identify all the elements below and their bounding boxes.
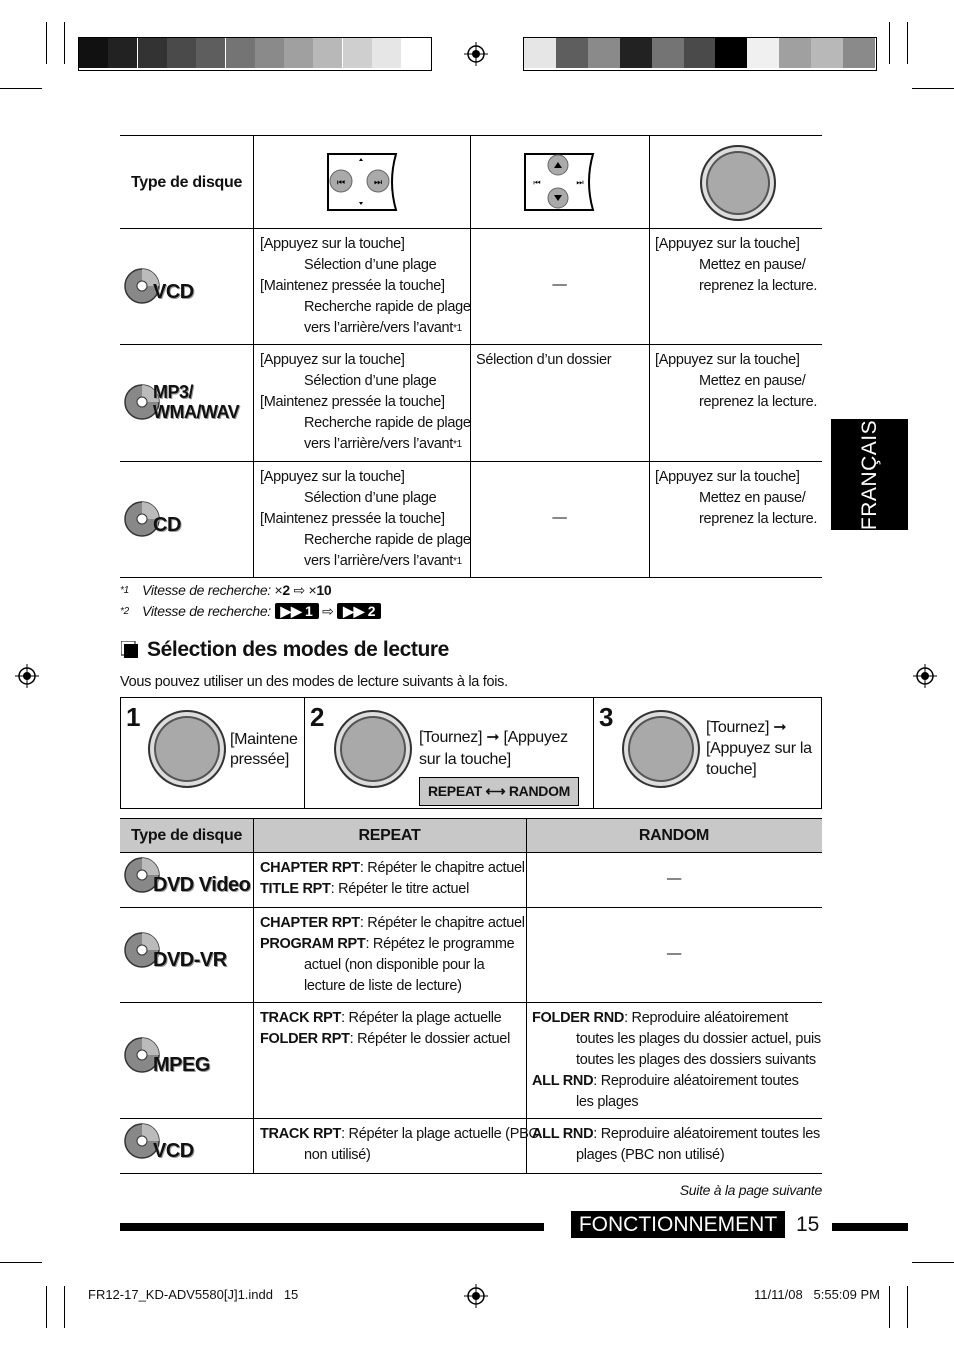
crop-mark [0,1262,42,1263]
step-number: 1 [126,702,141,732]
folder-control-text: — [552,510,567,526]
crop-mark [889,22,890,64]
svg-text:⏮: ⏮ [336,178,346,188]
pause-control-text: [Appuyez sur la touche] Mettez en pause/ reprenez la lecture. [655,469,818,527]
color-swatch [652,38,684,68]
color-swatch [843,38,875,68]
disc-type-label: MPEG [153,1054,210,1076]
track-controls-text: [Appuyez sur la touche] Sélection d’une plage [Maintenez pressée la touche] Recherche rapide de plage vers l’arrière/vers l’avant$^{*1}$ [260,469,471,569]
registration-mark-right [913,664,937,688]
color-swatch [284,38,313,68]
registration-mark-left [15,664,39,688]
section-square-icon [121,641,137,657]
crop-mark [889,1286,890,1328]
random-modes-text: — [666,945,682,962]
step-3-text: [Tournez] ➞ [Appuyez sur la touche] [706,719,812,778]
track-controls-text: [Appuyez sur la touche] Sélection d’une plage [Maintenez pressée la touche] Recherche rapide de plage vers l’arrière/vers l’avant$^{*1}$ [260,352,471,452]
crop-mark [64,1286,65,1328]
color-swatch [79,38,108,68]
footer-rule-left [120,1223,544,1231]
folder-control-text: Sélection d’un dossier [476,352,612,368]
repeat-modes-text: TRACK RPT: Répéter la plage actuelle (PBC non utilisé) [260,1126,539,1163]
color-swatch [779,38,811,68]
disc-type-label: MP3/ WMA/WAV [153,382,240,422]
color-swatch [313,38,342,68]
footer-rule-right [832,1223,908,1231]
step-2-text: [Tournez] ➞ [Appuyez sur la touche] [419,729,568,768]
color-swatch [255,38,284,68]
color-swatch [226,38,255,68]
mode-header-repeat: REPEAT [358,827,421,844]
svg-text:⏭: ⏭ [576,178,584,187]
mode-header-disc: Type de disque [131,827,243,844]
color-swatch [401,38,430,68]
folder-control-text: — [552,277,567,293]
section-intro: Vous pouvez utiliser un des modes de lecture suivants à la fois. [120,674,508,690]
footer-section-label: FONCTIONNEMENT [571,1211,785,1238]
disc-type-label: DVD Video [153,873,251,896]
repeat-random-badge: REPEAT ⟷ RANDOM [419,777,579,806]
disc-type-label: VCD [153,281,194,303]
color-swatch [556,38,588,68]
color-swatch [524,38,556,68]
color-swatch [684,38,716,68]
color-swatch [811,38,843,68]
color-swatch [343,38,372,68]
color-swatch [715,38,747,68]
pause-control-text: [Appuyez sur la touche] Mettez en pause/ reprenez la lecture. [655,352,818,410]
crop-mark [0,88,42,89]
color-swatch [138,38,167,68]
disc-type-label: CD [153,514,181,536]
language-tab-label: FRANÇAIS [857,419,881,530]
crop-mark [912,88,954,89]
repeat-modes-text: CHAPTER RPT: Répéter le chapitre actuel PROGRAM RPT: Répétez le programme actuel (non disponible pour la lecture de liste de lecture) [260,915,525,994]
color-swatch [588,38,620,68]
slug-date: 11/11/08 5:55:09 PM [754,1287,880,1302]
color-swatch [196,38,225,68]
registration-mark-top [464,42,488,66]
step-number: 2 [310,702,325,732]
control-dial-icon [148,710,226,788]
fast-forward-badge-1: ▶▶ 1 [275,603,319,619]
continued-note: Suite à la page suivante [679,1182,822,1198]
disc-type-label: VCD [153,1139,194,1162]
step-1-text: [Maintene pressée] [230,731,298,768]
track-controls-text: [Appuyez sur la touche] Sélection d’une plage [Maintenez pressée la touche] Recherche rapide de plage vers l’arrière/vers l’avant$^{*1}$ [260,236,471,336]
random-modes-text: ALL RND: Reproduire aléatoirement toutes les plages (PBC non utilisé) [532,1126,820,1163]
crop-mark [46,22,47,64]
language-tab [831,419,908,530]
fast-forward-badge-2: ▶▶ 2 [337,603,381,619]
color-swatch [167,38,196,68]
up-down-buttons-icon [523,152,595,217]
section-title: Sélection des modes de lecture [147,638,449,661]
color-swatch [747,38,779,68]
table1-header-label: Type de disque [131,174,243,191]
disc-type-label: DVD-VR [153,948,227,971]
control-dial-icon [334,710,412,788]
slug-file: FR12-17_KD-ADV5580[J]1.indd 15 [88,1287,299,1302]
footnote-2: $^{*2}$ Vitesse de recherche: ▶▶ 1 ⇨ ▶▶ 2 [120,601,381,622]
crop-mark [64,22,65,64]
crop-mark [907,22,908,64]
repeat-modes-text: CHAPTER RPT: Répéter le chapitre actuel TITLE RPT: Répéter le titre actuel [260,860,525,897]
crop-mark [907,1286,908,1328]
skip-buttons-icon [326,152,398,217]
random-modes-text: FOLDER RND: Reproduire aléatoirement toutes les plages du dossier actuel, puis toutes les plages des dossiers suivants ALL RND: Reproduire aléatoirement toutes les plages [532,1010,821,1110]
page-number: 15 [796,1213,820,1236]
mode-header-random: RANDOM [638,827,710,844]
registration-mark-bottom [464,1284,488,1308]
footnote-1: $^{*1}$ Vitesse de recherche: ×2 ⇨ ×10 [120,582,332,598]
color-swatch [108,38,137,68]
random-modes-text: — [666,870,682,887]
svg-text:⏭: ⏭ [373,178,383,188]
color-swatch [372,38,401,68]
repeat-modes-text: TRACK RPT: Répéter la plage actuelle FOLDER RPT: Répéter le dossier actuel [260,1010,510,1047]
control-dial-icon [622,710,700,788]
svg-text:⏮: ⏮ [533,178,541,187]
color-swatch [620,38,652,68]
crop-mark [46,1286,47,1328]
control-dial-icon [700,145,776,221]
step-number: 3 [599,702,614,732]
crop-mark [912,1262,954,1263]
pause-control-text: [Appuyez sur la touche] Mettez en pause/ reprenez la lecture. [655,236,818,294]
